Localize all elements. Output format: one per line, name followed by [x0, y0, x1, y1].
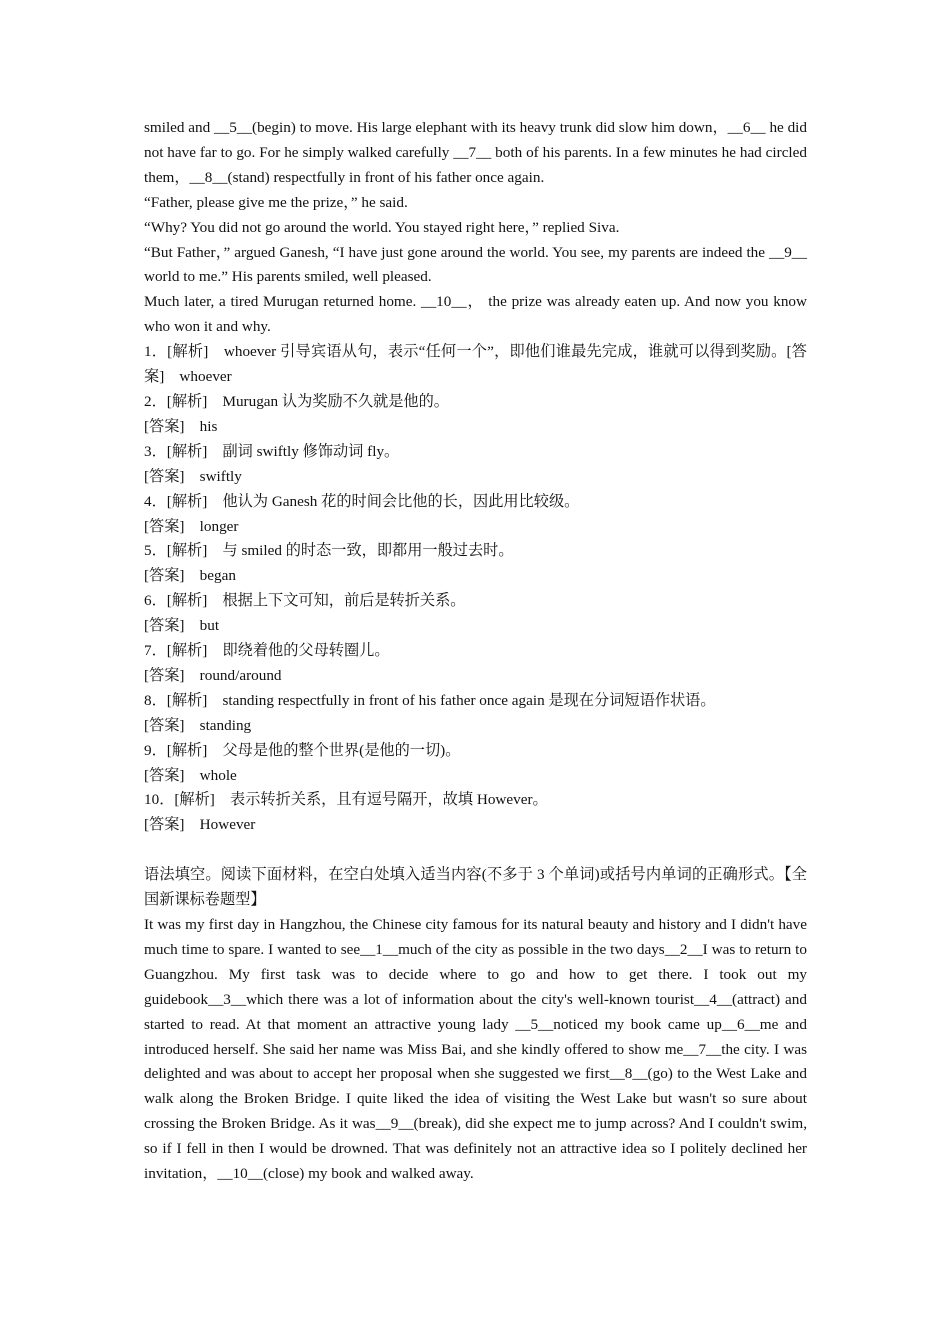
blank-spacer [144, 838, 807, 863]
answer-line: [答案] standing [144, 716, 252, 734]
answer-line: 3．[解析] 副词 swiftly 修饰动词 fly。 [144, 442, 400, 460]
story-paragraph-5: Much later, a tired Murugan returned home. __10__， the prize was already eaten up. And now you know who won it and why. [144, 293, 807, 336]
answer-line: [答案] swiftly [144, 467, 242, 485]
answer-line: 8．[解析] standing respectfully in front of his father once again 是现在分词短语作状语。 [144, 691, 716, 709]
answer-line: [答案] longer [144, 517, 239, 535]
exercise-passage: It was my first day in Hangzhou, the Chinese city famous for its natural beauty and history and I didn't have much time to spare. I wanted to see__1__much of the city as possible in the two days__2__I was to return to Guangzhou. My first task was to decide where to go and how to get there. I took out my guidebook__3__which there was a lot of information about the city's well-known tourist__4__(attract) and started to read. At that moment an attractive young lady __5__noticed my book came up__6__me and introduced herself. She said her name was Miss Bai, and she kindly offered to show me__7__the city. I was delighted and was about to accept her proposal when she suggested we first__8__(go) to the West Lake and walk along the Broken Bridge. I quite liked the idea of visiting the West Lake but wasn't so sure about crossing the Broken Bridge. As it was__9__(break), did she expect me to jump across? And I couldn't swim, so if I fell in then I would be drowned. That was definitely not an attractive idea so I politely declined her invitation，__10__(close) my book and walked away. [144, 915, 807, 1183]
answer-line: 5．[解析] 与 smiled 的时态一致，即都用一般过去时。 [144, 542, 514, 560]
answer-line: 4．[解析] 他认为 Ganesh 花的时间会比他的长，因此用比较级。 [144, 492, 580, 510]
answer-line: [答案] his [144, 417, 218, 435]
answer-line: [答案] However [144, 816, 256, 834]
answer-line: 6．[解析] 根据上下文可知，前后是转折关系。 [144, 592, 466, 610]
answer-line: [答案] but [144, 617, 220, 635]
story-paragraph-1: smiled and __5__(begin) to move. His large elephant with its heavy trunk did slow him down，__6__ he did not have far to go. For he simply walked carefully __7__ both of his parents. In a few minutes he had circled them，__8__(stand) respectfully in front of his father once again. [144, 119, 807, 186]
story-paragraph-4: “But Father，” argued Ganesh, “I have just gone around the world. You see, my parents are indeed the __9__ world to me.” His parents smiled, well pleased. [144, 243, 807, 286]
story-paragraph-2: “Father, please give me the prize，” he said. [144, 193, 408, 211]
document-page [144, 116, 807, 1187]
answer-line: [答案] whole [144, 766, 237, 784]
answer-line: 10．[解析] 表示转折关系，且有逗号隔开，故填 However。 [144, 791, 548, 809]
story-paragraph-3: “Why? You did not go around the world. You stayed right here，” replied Siva. [144, 218, 620, 236]
exercise-instruction: 语法填空。阅读下面材料，在空白处填入适当内容(不多于 3 个单词)或括号内单词的正确形式。【全国新课标卷题型】 [144, 866, 807, 909]
answer-line: [答案] round/around [144, 666, 282, 684]
answer-line: 1．[解析] whoever 引导宾语从句，表示“任何一个”，即他们谁最先完成，谁就可以得到奖励。[答案] whoever [144, 343, 807, 386]
answer-line: 7．[解析] 即绕着他的父母转圈儿。 [144, 642, 390, 660]
answer-line: [答案] began [144, 567, 236, 585]
answer-line: 9．[解析] 父母是他的整个世界(是他的一切)。 [144, 741, 461, 759]
answer-line: 2．[解析] Murugan 认为奖励不久就是他的。 [144, 392, 449, 410]
